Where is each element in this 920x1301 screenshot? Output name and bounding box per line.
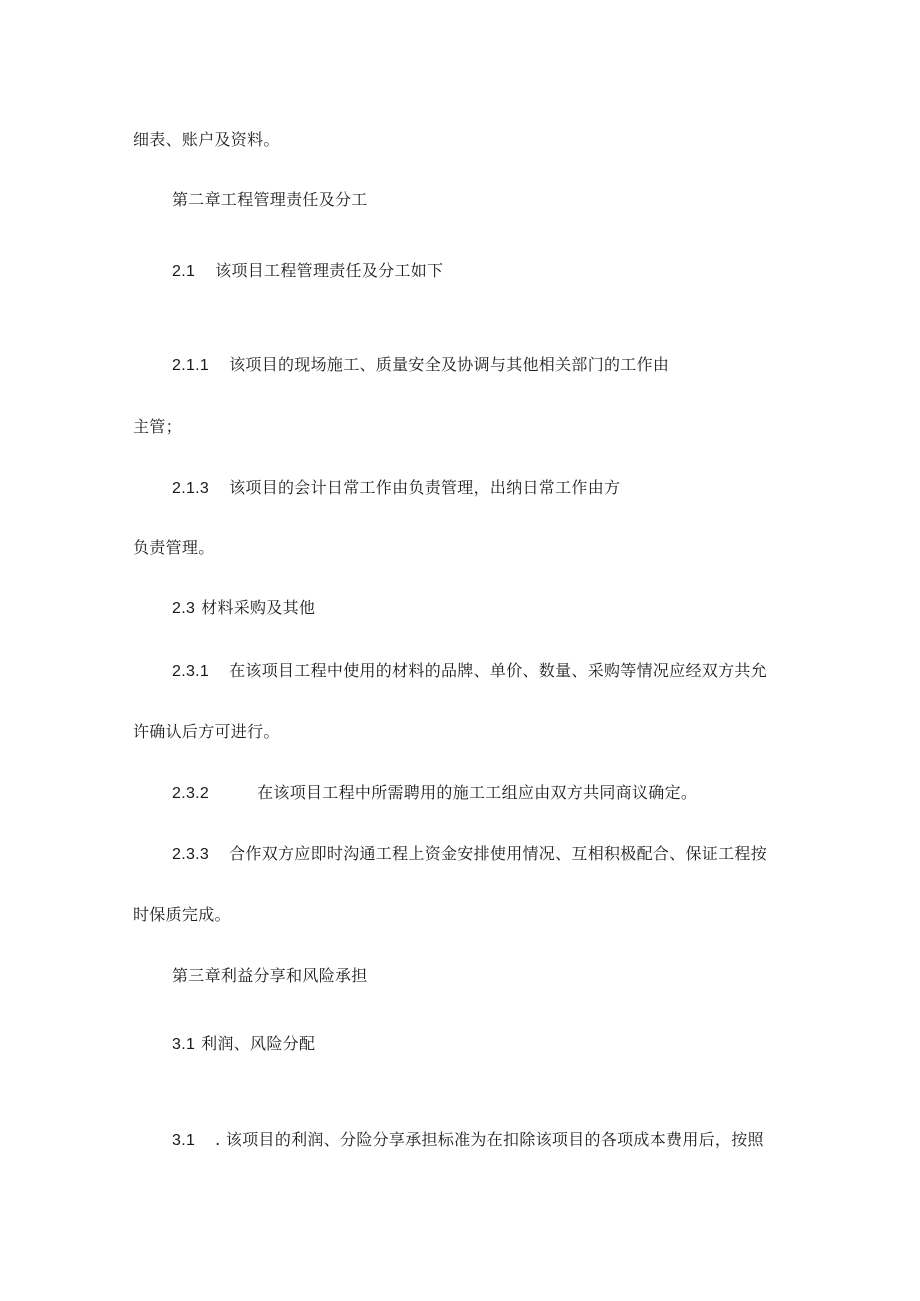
paragraph-text: 许确认后方可进行。: [133, 722, 280, 741]
clause-text: 在该项目工程中使用的材料的品牌、单价、数量、采购等情况应经双方共允: [229, 661, 767, 680]
chapter-heading: [172, 966, 368, 986]
section-number: 3.1: [172, 1036, 196, 1053]
section-heading: [172, 598, 315, 619]
clause-text: 合作双方应即时沟通工程上资金安排使用情况、互相积极配合、保证工程按: [229, 844, 767, 863]
clause-text: . 该项目的利润、分险分享承担标准为在扣除该项目的各项成本费用后，按照: [215, 1130, 764, 1149]
chapter-title: 第三章利益分享和风险承担: [172, 966, 368, 985]
section-title: 利润、风险分配: [201, 1034, 316, 1053]
section-title: 该项目工程管理责任及分工如下: [215, 261, 444, 280]
paragraph-text: 时保质完成。: [133, 905, 231, 924]
paragraph-continuation: [133, 417, 182, 437]
clause-number: 2.1.3: [172, 480, 210, 497]
clause-number: 2.1.1: [172, 357, 210, 374]
paragraph-continuation: [133, 538, 215, 558]
section-title: 材料采购及其他: [201, 598, 316, 617]
section-number: 2.1: [172, 263, 196, 280]
clause: [172, 478, 620, 499]
clause-number: 2.3.3: [172, 846, 210, 863]
clause-text: 在该项目工程中所需聘用的施工工组应由双方共同商议确定。: [257, 783, 698, 802]
paragraph-text: 主管；: [133, 417, 182, 436]
clause: [172, 1130, 764, 1151]
paragraph-text: 细表、账户及资料。: [133, 130, 280, 149]
paragraph-continuation: [133, 130, 280, 150]
section-number: 2.3: [172, 600, 196, 617]
clause: [172, 783, 697, 804]
paragraph-continuation: [133, 722, 280, 742]
paragraph-text: 负责管理。: [133, 538, 215, 557]
paragraph-continuation: [133, 905, 231, 925]
section-heading: [172, 1034, 315, 1055]
chapter-heading: [172, 190, 368, 210]
clause-number: 3.1: [172, 1132, 196, 1149]
clause-text: 该项目的会计日常工作由负责管理，出纳日常工作由方: [229, 478, 621, 497]
clause: [172, 844, 767, 865]
section-heading: [172, 261, 443, 282]
clause-number: 2.3.1: [172, 663, 210, 680]
clause: [172, 355, 669, 376]
clause-text: 该项目的现场施工、质量安全及协调与其他相关部门的工作由: [229, 355, 670, 374]
clause: [172, 661, 767, 682]
clause-number: 2.3.2: [172, 785, 210, 802]
chapter-title: 第二章工程管理责任及分工: [172, 190, 368, 209]
